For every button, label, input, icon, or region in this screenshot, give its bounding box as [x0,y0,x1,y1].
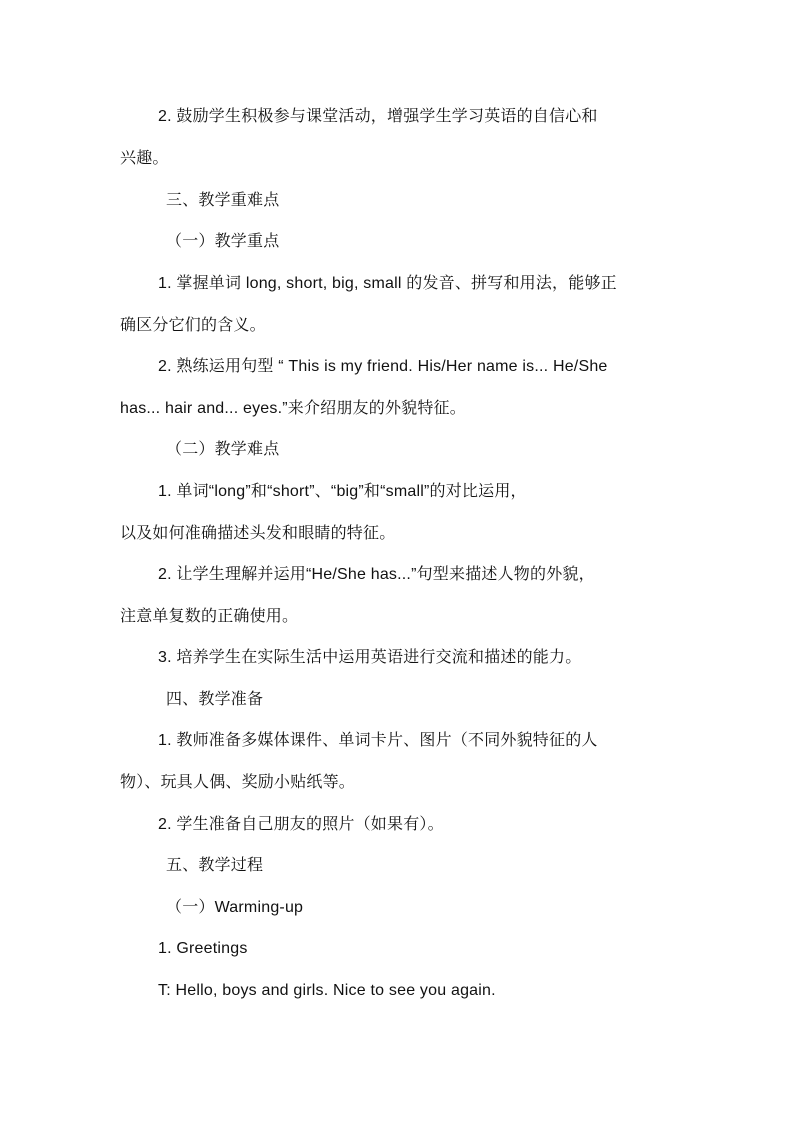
teacher-dialogue-line: T: Hello, boys and girls. Nice to see you again. [158,982,496,999]
preparation-1-line-1: 1. 教师准备多媒体课件、单词卡片、图片（不同外貌特征的人 [158,732,598,749]
key-point-2-line-1: 2. 熟练运用句型 “ This is my friend. His/Her name is... He/She [158,358,608,375]
subheading-key-points: （一）教学重点 [166,233,280,250]
difficult-point-2-line-2: 注意单复数的正确使用。 [120,608,299,625]
difficult-point-1-line-1: 1. 单词“long”和“short”、“big”和“small”的对比运用， [158,483,527,500]
subheading-difficult-points: （二）教学难点 [166,441,280,458]
difficult-point-3: 3. 培养学生在实际生活中运用英语进行交流和描述的能力。 [158,649,582,666]
key-point-1-line-1: 1. 掌握单词 long, short, big, small 的发音、拼写和用法，能够正 [158,275,617,292]
key-point-2-line-2: has... hair and... eyes.”来介绍朋友的外貌特征。 [120,400,466,417]
subheading-warming-up: （一）Warming-up [166,899,304,916]
section-heading-preparation: 四、教学准备 [166,691,264,708]
difficult-point-2-line-1: 2. 让学生理解并运用“He/She has...”句型来描述人物的外貌， [158,566,595,583]
preparation-2: 2. 学生准备自己朋友的照片（如果有）。 [158,816,444,833]
goal-2-line-1: 2. 鼓励学生积极参与课堂活动，增强学生学习英语的自信心和 [158,108,598,125]
greetings-heading: 1. Greetings [158,940,248,957]
difficult-point-1-line-2: 以及如何准确描述头发和眼睛的特征。 [120,525,396,542]
goal-2-line-2: 兴趣。 [120,150,169,167]
preparation-1-line-2: 物）、玩具人偶、奖励小贴纸等。 [120,774,356,791]
section-heading-process: 五、教学过程 [166,857,264,874]
key-point-1-line-2: 确区分它们的含义。 [120,317,266,334]
section-heading-key-difficult: 三、教学重难点 [166,192,280,209]
